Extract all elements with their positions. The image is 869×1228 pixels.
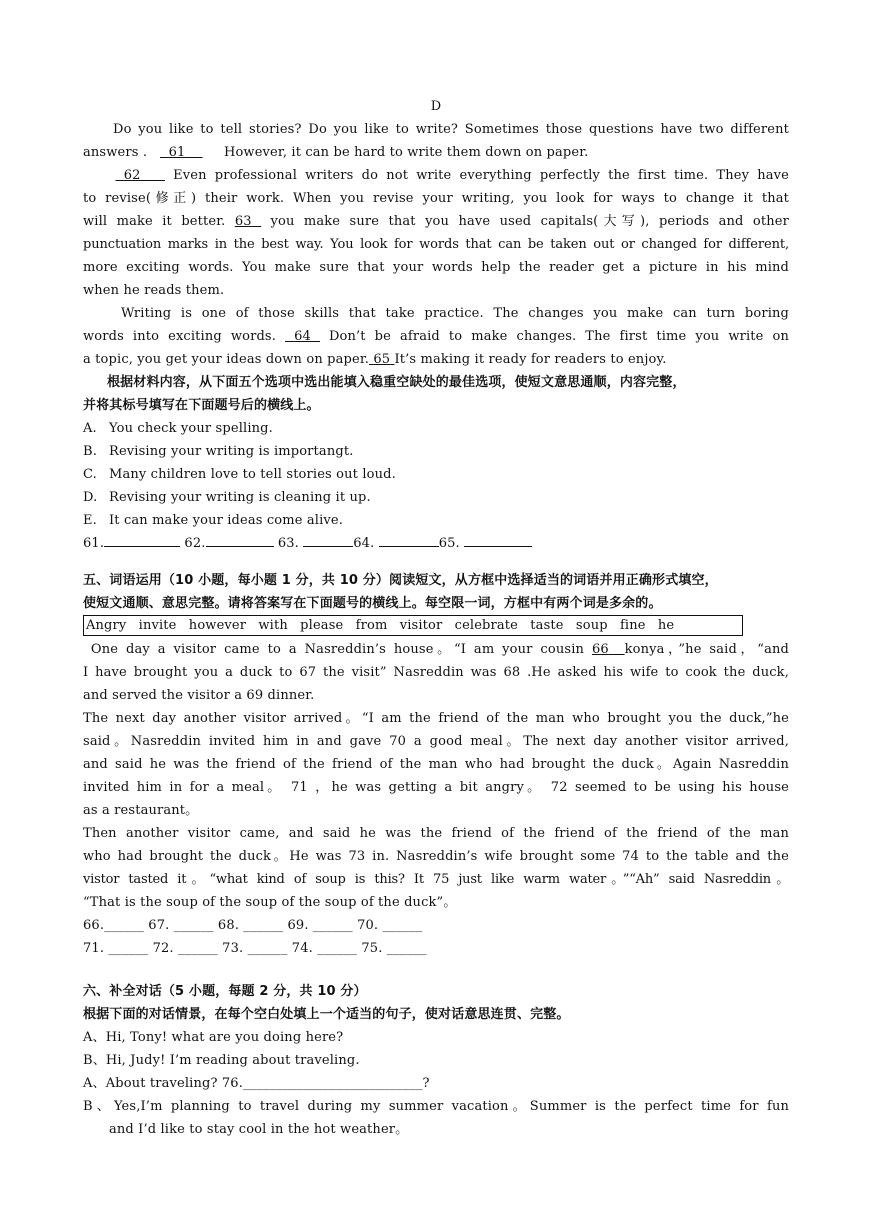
passage-5-line: The next day another visitor arrived。“I am the friend of the man who brought you the duck,”he [83,711,789,726]
passage-5-line: as a restaurant。 [83,803,199,818]
option-item: C. Many children love to tell stories out loud. [83,467,396,482]
text: konya，”he said，“and [624,642,789,657]
text: a topic, you get your ideas down on paper. [83,352,370,367]
dialog-line: A、Hi, Tony! what are you doing here? [83,1030,344,1045]
section-heading: 根据下面的对话情景，在每个空白处填上一个适当的句子，使对话意思连贯、完整。 [83,1007,570,1022]
passage-5-line: Then another visitor came, and said he was the friend of the friend of the friend of the man [83,826,789,841]
option-item: A. You check your spelling. [83,421,273,436]
passage-5-line: vistor tasted it。“what kind of soup is this? It 75 just like warm water。”“Ah” said Nasreddin。 [83,872,789,887]
exam-page [83,95,789,1141]
blank-63: 63 [234,214,252,229]
text: Even professional writers do not write everything perfectly the first time. They have [173,168,789,183]
dialog-line: B、Yes,I’m planning to travel during my summer vacation。Summer is the perfect time for fun [83,1099,789,1114]
text: However, it can be hard to write them down on paper. [223,145,589,160]
passage-5-line: and said he was the friend of the friend of the man who had brought the duck。Again Nasreddin [83,757,789,772]
option-item: B. Revising your writing is importangt. [83,444,354,459]
passage-5-line: said。Nasreddin invited him in and gave 70 a good meal。The next day another visitor arrived, [83,734,789,749]
section-heading: 六、补全对话（5 小题，每题 2 分，共 10 分） [83,984,367,999]
dialog-line: A、About traveling? 76.___________________________? [83,1076,430,1091]
option-item: E. It can make your ideas come alive. [83,513,344,528]
passage-5-line: I have brought you a duck to 67 the visit” Nasreddin was 68 .He asked his wife to cook the duck, [83,665,789,680]
text: One day a visitor came to a Nasreddin’s house。“I am your cousin [90,642,585,657]
answer-blank-64[interactable] [379,532,439,547]
passage-d-line [83,325,789,348]
section-heading: 使短文通顺、意思完整。请将答案写在下面题号的横线上。每空限一词，方框中有两个词是多余的。 [83,596,662,611]
option-list [83,417,789,532]
passage-5-line: invited him in for a meal。 71 ，he was getting a bit angry。 72 seemed to be using his house [83,780,789,795]
passage-d-line: punctuation marks in the best way. You look for words that can be taken out or changed for different, [83,237,789,252]
answer-blank-61[interactable] [104,532,180,547]
word-box: Angry invite however with please from visitor celebrate taste soup fine he [83,615,743,636]
answer-row-66-70: 66.______ 67. ______ 68. ______ 69. ______ 70. ______ [83,918,423,933]
instruction-line: 根据材料内容，从下面五个选项中选出能填入稳重空缺处的最佳选项，使短文意思通顺，内容完整， [107,375,686,390]
answer-row-71-75: 71. ______ 72. ______ 73. ______ 74. ______ 75. ______ [83,941,427,956]
blank-66: 66 [591,642,609,657]
passage-5-line: “That is the soup of the soup of the soup of the duck”。 [83,895,457,910]
text: will make it better. [83,214,226,229]
passage-5-line: who had brought the duck。He was 73 in. Nasreddin’s wife brought some 74 to the table and the [83,849,789,864]
blank-64: 64 [294,329,311,344]
answer-blank-63[interactable] [303,532,353,547]
passage-d-line: Writing is one of those skills that take practice. The changes you make can turn boring [121,306,789,321]
text: answers . [83,145,148,160]
passage-d-line [83,141,789,164]
blank-65: 65 [373,352,391,367]
answer-row-61-65: 61. 62. 63. 64. 65. [83,532,789,555]
answer-blank-65[interactable] [464,532,532,547]
passage-d-line: more exciting words. You make sure that your words help the reader get a picture in his mind [83,260,789,275]
answer-blank-62[interactable] [206,532,274,547]
section-heading: 五、词语运用（10 小题，每小题 1 分，共 10 分）阅读短文，从方框中选择适当的词语并用正确形式填空， [83,573,718,588]
text: It’s making it ready for readers to enjoy. [394,352,667,367]
instruction-line: 并将其标号填写在下面题号后的横线上。 [83,398,320,413]
passage-title: D [430,99,442,114]
option-item: D. Revising your writing is cleaning it up. [83,490,371,505]
blank-61: 61 [168,145,186,160]
passage-d-line: to revise(修正) their work. When you revise your writing, you look for ways to change it that [83,191,789,206]
passage-d-line: Do you like to tell stories? Do you like to write? Sometimes those questions have two different [113,122,789,137]
passage-5-line [83,638,789,661]
text: Don’t be afraid to make changes. The first time you write on [328,329,789,344]
dialog-line: B、Hi, Judy! I’m reading about traveling. [83,1053,360,1068]
passage-d-line: when he reads them. [83,283,225,298]
dialog-line-continuation: and I’d like to stay cool in the hot weather。 [109,1122,409,1137]
passage-5-line: and served the visitor a 69 dinner. [83,688,315,703]
text: words into exciting words. [83,329,277,344]
text: you make sure that you have used capitals(大写), periods and other [270,214,789,229]
blank-62: 62 [123,168,141,183]
passage-d-line [83,210,789,233]
passage-d-line [83,348,789,371]
passage-d-line [83,164,789,187]
